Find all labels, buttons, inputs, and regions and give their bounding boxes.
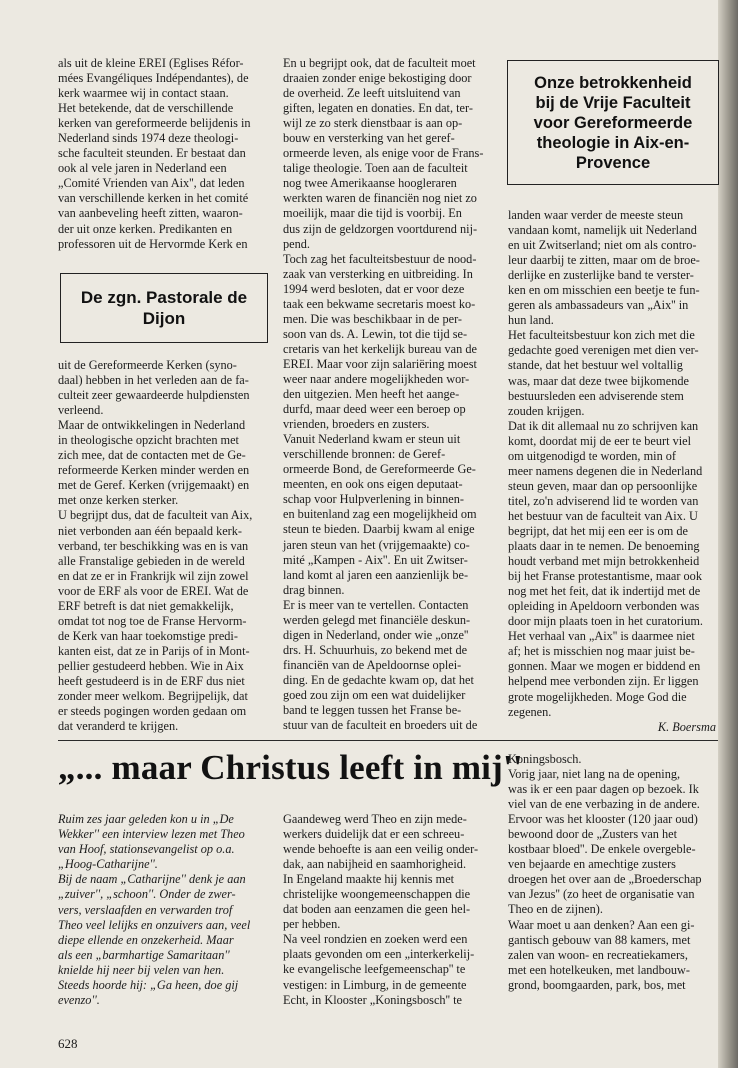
article2-intro: Ruim zes jaar geleden kon u in „De Wekker'' een interview lezen met Theo van Hoof, stationsevangelist op o.a. „Hoog-Catharijne''. Bij de naam „Catharijne'' denk je aan „zuiver'', „schoon''. Onder de zwer- vers, verslaafden en verwarden trof Theo veel lelijks en onzuivers aan, veel diepe ellende en onzekerheid. Maar als een „barmhartige Samaritaan'' knielde hij neer bij velen van hen. Steeds hoorde hij: „Ga heen, doe gij evenzo''.: [58, 812, 251, 1008]
article-title-aix: Onze betrokkenheid bij de Vrije Faculteit voor Gereformeerde theologie in Aix-en- Provence: [533, 73, 693, 172]
article1-col1-bottom: uit de Gereformeerde Kerken (syno- daal) hebben in het verleden aan de fa- culteit zeer gewaardeerde hulpdiensten verleend. Maar de ontwikkelingen in Nederland in theologische opzicht brachten met zich mee, dat de contacten met de Ge- reformeerde Kerken minder werden en met de Geref. Kerken (vrijgemaakt) en met onze kerken sterker. U begrijpt dus, dat de faculteit van Aix, niet verbonden aan één bepaald kerk- verband, ter beschikking was en is van alle Franstalige gebieden in de wereld en dat ze er in Frankrijk wil zijn zowel voor de ERF als voor de EREI. Wat de ERF betreft is dat niet gemakkelijk, omdat tot nog toe de Franse Hervorm- de Kerk van haar toekomstige predi- kanten eist, dat ze in Parijs of in Mont- pellier gestudeerd hebben. Wie in Aix heeft gestudeerd is in de ERF dus niet zonder meer welkom. Begrijpelijk, dat er steeds pogingen worden gedaan om dat veranderd te krijgen.: [58, 358, 253, 734]
title-box-aix: [507, 60, 719, 185]
article1-col3: landen waar verder de meeste steun vandaan komt, namelijk uit Nederland en uit Zwitserland; niet om als contro- leur daarbij te zitten, maar om de broe- derlijke en zusterlijke band te verster- ken en om misschien een beetje te fun- geren als ambassadeurs van „Aix'' in hun land. Het faculteitsbestuur kon zich met die gedachte goed verenigen met dien ver- stande, dat het bestuur wel voltallig was, maar dat deze twee bijkomende bestuursleden een adviserende stem zouden krijgen. Dat ik dit allemaal nu zo schrijven kan komt, doordat mij de eer te beurt viel om uitgenodigd te worden, min of meer namens degenen die in Nederland steun geven, maar dan op persoonlijke titel, zo'n adviserend lid te worden van het bestuur van de faculteit van Aix. U begrijpt, dat het mij een eer is om de plaats daar in te nemen. De benoeming houdt verband met mijn betrokkenheid bij het Franse protestantisme, maar ook nog met het feit, dat ik indertijd met de opleiding in Apeldoorn verbonden was door mijn plaats toen in het curatorium. Het verhaal van „Aix'' is daarmee niet af; het is misschien nog maar juist be- gonnen. Maar we mogen er biddend en helpend mee verbonden zijn. Er liggen grote mogelijkheden. Moge God die zegenen.: [508, 208, 703, 719]
subheading-box-pastorale: [60, 273, 268, 343]
article1-col1-top: als uit de kleine EREI (Eglises Réfor- mées Evangéliques Indépendantes), de kerk waarmee wij in contact staan. Het betekende, dat de verschillende kerken van gereformeerde belijdenis in Nederland sinds 1974 deze theologi- sche faculteit steunden. Er bestaat dan ook al vele jaren in Nederland een „Comité Vrienden van Aix'', dat leden van verschillende kerken in het comité van aanbeveling heeft zitten, waaron- der uit onze kerken. Predikanten en professoren uit de Hervormde Kerk en: [58, 56, 251, 251]
article2-headline: „... maar Christus leeft in mij'': [58, 748, 523, 787]
section-divider: [58, 740, 718, 741]
page-gutter-shadow: [718, 0, 738, 1068]
article1-col2: En u begrijpt ook, dat de faculteit moet draaien zonder enige bekostiging door de overheid. Ze leeft uitsluitend van giften, legaten en donaties. En dat, ter- wijl ze zo sterk dienstbaar is aan op- bouw en versterking van het geref- ormeerde leven, als enige voor de Frans- talige theologie. Toen aan de faculteit nog twee Amerikaanse hoogleraren werkten waren de financiën nog niet zo moeilijk, maar die tijd is voorbij. En dus zijn de geldzorgen voortdurend nij- pend. Toch zag het faculteitsbestuur de nood- zaak van versterking en uitbreiding. In 1994 werd besloten, dat er voor deze taak een bekwame secretaris moest ko- men. Die was beschikbaar in de per- soon van ds. A. Lewin, tot die tijd se- cretaris van het kerkelijk bureau van de EREI. Maar voor zijn salariëring moest weer naar andere mogelijkheden wor- den uitgezien. Men heeft het aange- durfd, maar deed weer een beroep op vrienden, broeders en zusters. Vanuit Nederland kwam er steun uit verschillende bronnen: de Geref- ormeerde Bond, de Gereformeerde Ge- meenten, en ook ons eigen deputaat- schap voor Hulpverlening in binnen- en buitenland zag een mogelijkheid om steun te bieden. Daarbij kwam al enige jaren steun van het (vrijgemaakte) co- mité „Kampen - Aix''. En uit Zwitser- land komt al jaren een aanzienlijk be- drag binnen. Er is meer van te vertellen. Contacten werden gelegd met financiële deskun- digen in Nederland, onder wie „onze'' drs. H. Schuurhuis, zo bekend met de financiën van de Apeldoornse oplei- ding. En de gedachte kwam op, dat het goed zou zijn om een wat duidelijker band te leggen tussen het Franse be- stuur van de faculteit en broeders uit de: [283, 56, 484, 733]
author-signature: K. Boersma: [657, 720, 716, 734]
article2-col2: Gaandeweg werd Theo en zijn mede- werkers duidelijk dat er een schreeu- wende behoefte is aan een veilig onder- dak, aan nabijheid en saamhorigheid. In Engeland maakte hij kennis met christelijke woongemeenschappen die dat boden aan eenzamen die geen hel- per hebben. Na veel rondzien en zoeken werd een plaats gevonden om een „interkerkelij- ke evangelische leefgemeenschap'' te vestigen: in Limburg, in de gemeente Echt, in Klooster „Koningsbosch'' te: [283, 812, 479, 1007]
article2-col3: Koningsbosch. Vorig jaar, niet lang na de opening, was ik er een paar dagen op bezoek. Ik viel van de ene verbazing in de andere. Ervoor was het klooster (120 jaar oud) bewoond door de „Zusters van het kostbaar bloed''. De enkele overgeble- ven bejaarde en amechtige zusters droegen het over aan de „Broederschap van Jezus'' (zo heet de organisatie van Theo en de zijnen). Waar moet u aan denken? Aan een gi- gantisch gebouw van 88 kamers, met zalen van woon- en recreatiekamers, met een hotelkeuken, met landbouw- grond, boomgaarden, park, bos, met: [508, 752, 702, 992]
subheading-pastorale: De zgn. Pastorale de Dijon: [80, 288, 248, 328]
page-number: 628: [58, 1036, 78, 1051]
